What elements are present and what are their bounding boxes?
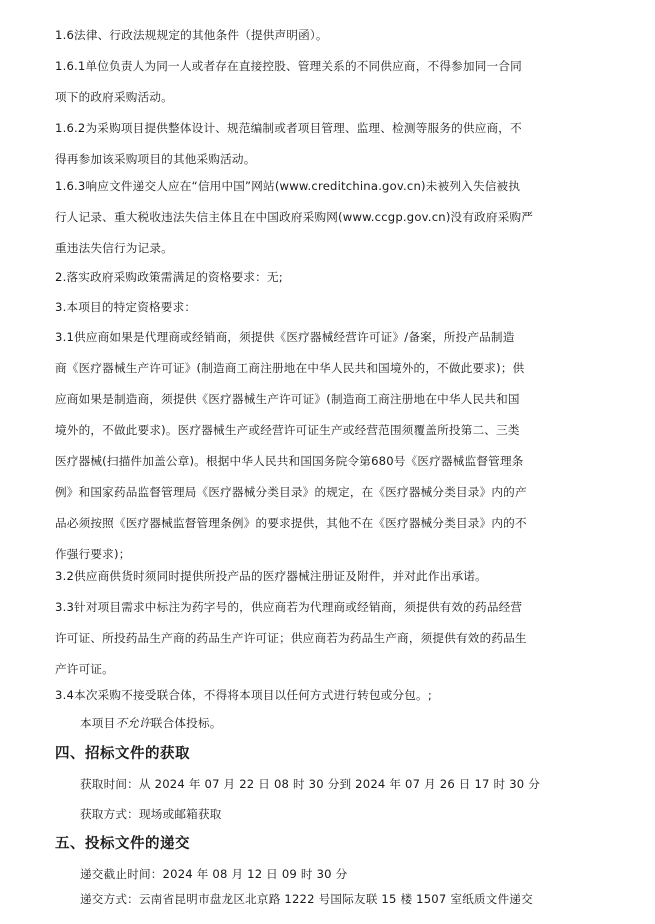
submit-deadline: 递交截止时间：2024 年 08 月 12 日 09 时 30 分 [80,867,348,881]
clause-1-6-2-line: 1.6.2为采购项目提供整体设计、规范编制或者项目管理、监理、检测等服务的供应商，不 [55,121,522,135]
clause-1-6-1-line: 1.6.1单位负责人为同一人或者存在直接控股、管理关系的不同供应商，不得参加同一合同 [55,59,522,73]
clause-1-6-3-line: 1.6.3响应文件递交人应在“信用中国”网站(www.creditchina.gov.cn)未被列入失信被执 [55,179,521,193]
clause-3-3 [55,592,595,685]
clause-1-6-1 [55,51,595,113]
clause-3-2-text: 3.2供应商供货时须同时提供所投产品的医疗器械注册证及附件，并对此作出承诺。 [55,569,487,583]
section-4-heading: 四、招标文件的获取 [55,746,190,762]
clause-1-6 [55,20,595,51]
clause-1-6-3-line: 重违法失信行为记录。 [55,241,173,255]
clause-3-1-line: 作强行要求)； [55,547,131,561]
clause-1-6-3-line: 行人记录、重大税收违法失信主体且在中国政府采购网(www.ccgp.gov.cn)没有政府采购严 [55,210,534,224]
clause-3-1-line: 品必须按照《医疗器械监督管理条例》的要求提供，其他不在《医疗器械分类目录》内的不 [55,516,527,530]
clause-1-6-1-line: 项下的政府采购活动。 [55,90,173,104]
clause-1-6-2-line: 得再参加该采购项目的其他采购活动。 [55,152,256,166]
consortium-value: 不允许 [115,716,151,730]
clause-1-6-text: 1.6法律、行政法规规定的其他条件（提供声明函）。 [55,28,328,42]
clause-3-1-line: 例》和国家药品监督管理局《医疗器械分类目录》的规定，在《医疗器械分类目录》内的产 [55,485,527,499]
section-4-time [80,769,620,800]
clause-3-3-line: 3.3针对项目需求中标注为药字号的，供应商若为代理商或经销商，须提供有效的药品经营 [55,600,523,614]
consortium-prefix: 本项目 [80,716,116,730]
consortium-suffix: 联合体投标。 [150,716,222,730]
clause-3-1-line: 3.1供应商如果是代理商或经销商，须提供《医疗器械经营许可证》/备案，所投产品制造 [55,330,515,344]
clause-1-6-2 [55,113,595,175]
consortium-line [80,708,620,739]
clause-3-1-line: 商《医疗器械生产许可证》(制造商工商注册地在中华人民共和国境外的，不做此要求)；供 [55,361,525,375]
clause-2 [55,262,595,293]
clause-3-3-line: 许可证、所投药品生产商的药品生产许可证；供应商若为药品生产商，须提供有效的药品生 [55,631,527,645]
section-4-method [80,799,620,830]
clause-3-1-line: 应商如果是制造商，须提供《医疗器械生产许可证》(制造商工商注册地在中华人民共和国 [55,392,520,406]
clause-2-text: 2.落实政府采购政策需满足的资格要求：无; [55,270,283,284]
acquire-time: 获取时间：从 2024 年 07 月 22 日 08 时 30 分到 2024 年 07 月 26 日 17 时 30 分 [80,777,541,791]
clause-3 [55,292,595,323]
acquire-method: 获取方式：现场或邮箱获取 [80,807,222,821]
clause-3-text: 3.本项目的特定资格要求： [55,300,197,314]
submit-method: 递交方式：云南省昆明市盘龙区北京路 1222 号国际友联 15 楼 1507 室纸质文件递交 [80,892,533,906]
clause-1-6-3 [55,171,595,264]
clause-3-1-line: 境外的，不做此要求)。医疗器械生产或经营许可证生产或经营范围须覆盖所投第二、三类 [55,423,520,437]
clause-3-3-line: 产许可证。 [55,662,114,676]
clause-3-1-line: 医疗器械(扫描件加盖公章)。根据中华人民共和国国务院令第680号《医疗器械监督管理条 [55,454,524,468]
section-5-method [80,884,620,915]
clause-3-4 [55,680,595,711]
section-5-heading: 五、投标文件的递交 [55,836,190,852]
clause-3-4-text: 3.4本次采购不接受联合体，不得将本项目以任何方式进行转包或分包。; [55,688,432,702]
clause-3-2 [55,561,595,592]
clause-3-1 [55,322,595,570]
